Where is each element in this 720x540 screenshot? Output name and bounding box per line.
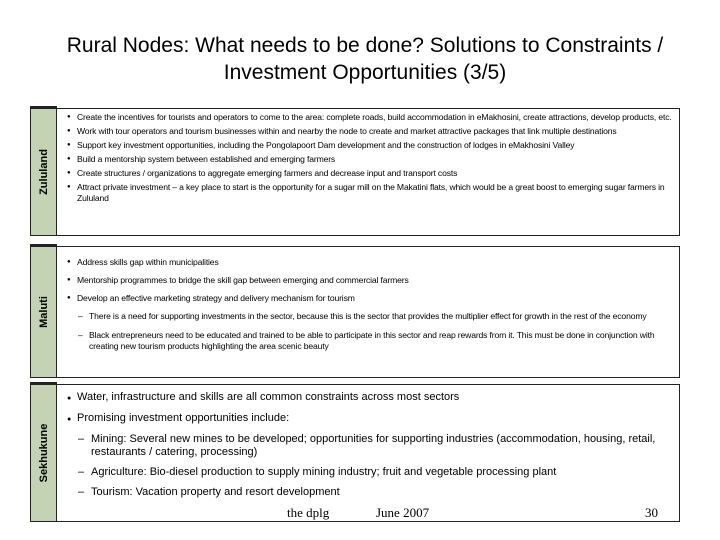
sub-item: – Agriculture: Bio-diesel production to supply mining industry; fruit and vegetable processing plant (67, 466, 675, 479)
page-title: Rural Nodes: What needs to be done? Solutions to Constraints / Investment Opportunities (3/5) (66, 34, 664, 84)
list-item: ● Water, infrastructure and skills are all common constraints across most sectors (67, 391, 675, 404)
section-maluti (30, 246, 680, 378)
list-item: ● Attract private investment – a key place to start is the opportunity for a sugar mill on the Makatini flats, which would be a great boost to emerging sugar farmers in Zululand (67, 182, 675, 204)
sub-item: – There is a need for supporting investments in the sector, because this is the sector that provides the multiplier effect for growth in the rest of the economy (67, 311, 675, 322)
sub-item: – Mining: Several new mines to be developed; opportunities for supporting industries (accommodation, housing, retail, restaurants / catering, processing) (67, 433, 675, 459)
list-item: ● Develop an effective marketing strategy and delivery mechanism for tourism (67, 293, 675, 304)
sub-item: – Tourism: Vacation property and resort development (67, 486, 675, 499)
list-item: ● Promising investment opportunities include: (67, 412, 675, 425)
list-item: ● Work with tour operators and tourism businesses within and nearby the node to create and market attractive packages that link multiple destinations (67, 126, 675, 137)
section-sekhukune (30, 384, 680, 522)
section-label: Zululand (31, 109, 57, 235)
list-item: ● Mentorship programmes to bridge the skill gap between emerging and commercial farmers (67, 275, 675, 286)
list-item: ● Create structures / organizations to aggregate emerging farmers and decrease input and transport costs (67, 168, 675, 179)
page-number: 30 (645, 505, 658, 520)
section-label: Sekhukune (31, 385, 57, 521)
list-item: ● Address skills gap within municipalities (67, 257, 675, 268)
footer-org: the dplg (287, 505, 330, 520)
list-item: ● Create the incentives for tourists and operators to come to the area: complete roads, build accommodation in eMakhosini, create attractions, develop products, etc. (67, 112, 675, 123)
sub-item: – Black entrepreneurs need to be educated and trained to be able to participate in this sector and reap rewards from it. This must be done in conjunction with creating new tourism products highlighting the area scenic beauty (67, 330, 675, 352)
list-item: ● Build a mentorship system between established and emerging farmers (67, 154, 675, 165)
section-zululand (30, 108, 680, 236)
list-item: ● Support key investment opportunities, including the Pongolapoort Dam development and the construction of lodges in eMakhosini Valley (67, 140, 675, 151)
footer-date: June 2007 (376, 505, 430, 520)
section-label: Maluti (31, 247, 57, 377)
